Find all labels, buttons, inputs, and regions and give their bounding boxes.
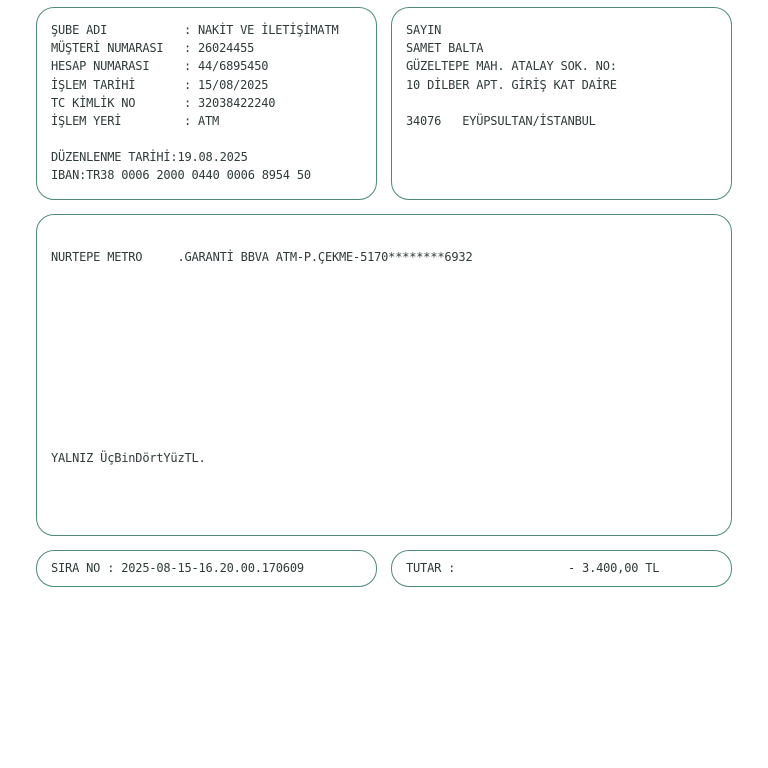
sequence-number-panel [36,550,377,587]
tc-id-label: TC KİMLİK NO [51,96,136,110]
transaction-place-row [51,112,219,130]
separator: : [184,114,192,128]
transaction-place-value: ATM [198,114,220,128]
amount-panel [391,550,732,587]
separator: : [184,78,192,92]
branch-name-value: NAKİT VE İLETİŞİMATM [198,23,339,37]
recipient-name: SAMET BALTA [406,41,484,55]
transaction-date-row [51,76,268,94]
customer-number-value: 26024455 [198,41,255,55]
separator: : [184,59,192,73]
issue-date: DÜZENLENME TARİHİ:19.08.2025 [51,150,248,164]
branch-name-label: ŞUBE ADI [51,23,108,37]
postal-city: 34076 EYÜPSULTAN/İSTANBUL [406,114,596,128]
amount-value: - 3.400,00 TL [568,561,660,575]
salutation: SAYIN [406,23,442,37]
customer-number-row [51,39,254,57]
transaction-details-panel [36,214,732,536]
amount-in-words: YALNIZ ÜçBinDörtYüzTL. [51,451,206,465]
iban: IBAN:TR38 0006 2000 0440 0006 8954 50 [51,168,311,182]
tc-id-row [51,94,275,112]
transaction-date-value: 15/08/2025 [198,78,269,92]
account-number-row [51,57,268,75]
transaction-place-label: İŞLEM YERİ [51,114,122,128]
branch-info-panel [36,7,377,200]
transaction-description: NURTEPE METRO .GARANTİ BBVA ATM-P.ÇEKME-5170********6932 [51,250,473,264]
sequence-number: SIRA NO : 2025-08-15-16.20.00.170609 [51,561,304,575]
address-line-1: GÜZELTEPE MAH. ATALAY SOK. NO: [406,59,617,73]
separator: : [184,96,192,110]
branch-name-row [51,21,339,39]
tc-id-value: 32038422240 [198,96,276,110]
transaction-date-label: İŞLEM TARİHİ [51,78,136,92]
amount-label: TUTAR : [406,561,456,575]
address-line-2: 10 DİLBER APT. GİRİŞ KAT DAİRE [406,78,617,92]
customer-number-label: MÜŞTERİ NUMARASI [51,41,164,55]
separator: : [184,23,192,37]
recipient-address-panel [391,7,732,200]
account-number-value: 44/6895450 [198,59,269,73]
separator: : [184,41,192,55]
account-number-label: HESAP NUMARASI [51,59,150,73]
